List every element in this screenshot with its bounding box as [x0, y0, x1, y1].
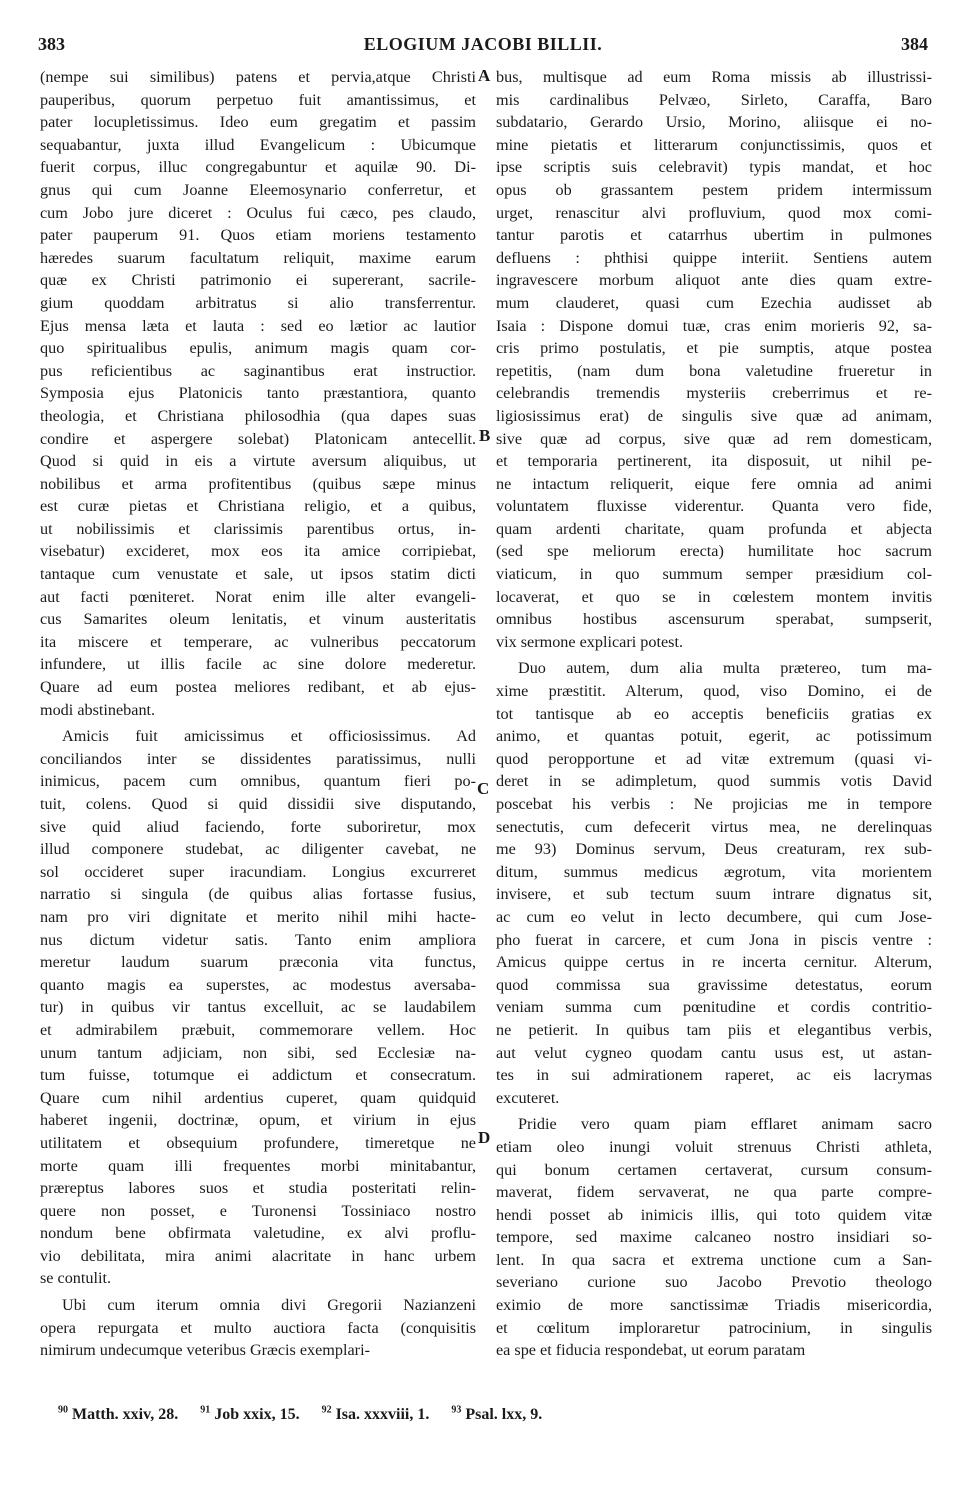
text-line: quam ardenti charitate, quam profunda et abjecta — [496, 519, 932, 538]
margin-marker-c: C — [477, 779, 490, 798]
text-line: haberet ingenii, doctrinæ, opum, et virium in ejus — [40, 1111, 476, 1130]
text-line: ac cum eo velut in lecto decumbere, qui cum Jose- — [496, 907, 932, 926]
text-line: severiano curione suo Jacobo Prevotio theologo — [496, 1273, 932, 1292]
text-line: opera repurgata et multo auctiora facta (conquisitis — [40, 1318, 476, 1337]
footnote-number: 92 — [321, 1404, 332, 1416]
text-line: quod peropportune et ad vitæ extremum (quasi vi- — [496, 749, 932, 768]
text-line: Amicus quippe certus in re incerta cernitur. Alterum, — [496, 953, 932, 972]
text-line: inimicus, pacem cum omnibus, quantum fieri po- — [40, 772, 476, 791]
text-line: mis cardinalibus Pelvæo, Sirleto, Caraffa, Baro — [496, 90, 932, 109]
text-line: pauperibus, quorum perpetuo fuit amantissimus, et — [40, 90, 476, 109]
text-line: vix sermone explicari potest. — [496, 632, 684, 651]
running-header — [38, 34, 928, 56]
text-line: aut facti pœniteret. Norat enim ille alter evangeli- — [40, 587, 476, 606]
text-line: Quod si quid in eis a virtute aversum aliquibus, ut — [40, 452, 476, 471]
footnote-text: Job xxix, 15. — [210, 1406, 300, 1423]
text-line: nondum bene obfirmata valetudine, ex alvi proflu- — [40, 1224, 476, 1243]
text-line: invisere, et sub tectum suum intrare dignatus sit, — [496, 885, 932, 904]
footnote — [322, 1406, 430, 1423]
text-line: et admirabilem præbuit, commemorare vellem. Hoc — [40, 1020, 476, 1039]
text-line: gium quoddam arbitratus si alio transferrentur. — [40, 293, 476, 312]
text-line: defluens : phthisi quippe interiit. Sentiens autem — [496, 248, 932, 267]
text-line: ingravescere morbum aliquot ante dies quam extre- — [496, 271, 932, 290]
text-line: ut nobilissimis et clarissimis parentibus ortus, in- — [40, 519, 476, 538]
footnote-text: Psal. lxx, 9. — [461, 1406, 543, 1423]
running-title: ELOGIUM JACOBI BILLII. — [363, 34, 603, 54]
page-number-left: 383 — [38, 34, 65, 54]
text-line: unum tantum adjiciam, non sibi, sed Ecclesiæ na- — [40, 1043, 476, 1062]
text-line: omnibus hostibus ascensurum sperabat, sumpserit, — [496, 610, 932, 629]
text-line: infundere, ut illis facile ac sine dolore mederetur. — [40, 655, 476, 674]
margin-marker-b: B — [479, 426, 491, 445]
text-line: lent. In qua sacra et extrema unctione cum a San- — [496, 1250, 932, 1269]
text-line: (sed spe meliorum erecta) humilitate hoc sacrum — [496, 542, 932, 561]
text-line: cus Samarites oleum lenitatis, et vinum austeritatis — [40, 610, 476, 629]
footnote — [58, 1406, 178, 1423]
text-line: Duo autem, dum alia multa prætereo, tum ma- — [518, 659, 932, 678]
text-line: pho fuerat in carcere, et cum Jona in piscis ventre : — [496, 930, 932, 949]
text-line: ne petierit. In quibus tam piis et elegantibus verbis, — [496, 1020, 932, 1039]
margin-marker-d: D — [478, 1128, 491, 1147]
text-line: Isaia : Dispone domui tuæ, cras enim morieris 92, sa- — [496, 316, 932, 335]
text-line: nus dictum videtur satis. Tanto enim ampliora — [40, 930, 476, 949]
footnote-number: 91 — [200, 1404, 211, 1416]
text-line: Amicis fuit amicissimus et officiosissimus. Ad — [62, 727, 476, 746]
text-line: fuerit corpus, illuc congregabuntur et aquilæ 90. Di- — [40, 158, 476, 177]
text-line: quæ ex Christi patrimonio ei supererant, sacrile- — [40, 271, 476, 290]
text-line: pater pauperum 91. Quos etiam moriens testamento — [40, 226, 476, 245]
footnote — [451, 1406, 542, 1423]
text-line: etiam oleo inungi voluit strenuus Christi athleta, — [496, 1137, 932, 1156]
text-line: (nempe sui similibus) patens et pervia,atque Christi — [40, 68, 476, 86]
text-line: bus, multisque ad eum Roma missis ab illustrissi- — [496, 68, 932, 86]
text-line: viaticum, in quo summum semper præsidium col- — [496, 565, 932, 584]
text-line: nobilibus et arma profitentibus (quibus sæpe minus — [40, 474, 476, 493]
text-line: animo, et quantas potuit, egerit, ac potissimum — [496, 727, 932, 746]
text-line: qui bonum certamen certaverat, cursum consum- — [496, 1160, 932, 1179]
footnotes — [58, 1406, 918, 1424]
text-line: sive quid aliud faciendo, forte suboriretur, mox — [40, 817, 476, 836]
page-number-right: 384 — [901, 34, 928, 54]
text-line: gnus qui cum Joanne Eleemosynario conferretur, et — [40, 180, 476, 199]
text-line: ipse scriptis suis celebravit) typis mandat, et hoc — [496, 158, 932, 177]
text-line: sive quæ ad corpus, sive quæ ad rem domesticam, — [496, 429, 932, 448]
text-line: theologia, et Christiana philosodhia (qua dapes suas — [40, 406, 476, 425]
text-line: Symposia ejus Platonicis tanto præstantiora, quanto — [40, 384, 476, 403]
text-line: tuit, colens. Quod si quid dissidii sive disputando, — [40, 795, 476, 813]
text-line: Quare ad eum postea meliores redibant, et ab ejus- — [40, 678, 476, 697]
text-line: illud componere studebat, ac diligenter cavebat, ne — [40, 840, 476, 859]
text-line: hendi posset ab inimicis illis, qui toto quidem vitæ — [496, 1205, 932, 1224]
text-line: nimirum undecumque veteribus Græcis exemplari- — [40, 1341, 370, 1360]
footnote-text: Matth. xxiv, 28. — [68, 1406, 179, 1423]
right-column — [496, 66, 932, 1362]
text-line: utilitatem et obsequium profundere, timeretque ne — [40, 1133, 476, 1152]
text-line: tot tantisque ab eo acceptis beneficiis gratias ex — [496, 704, 932, 723]
text-line: quanto magis ea superstes, ac modestus aversaba- — [40, 975, 476, 994]
text-line: est curæ pietas et Christiana religio, et a quibus, — [40, 497, 476, 516]
text-line: excuteret. — [496, 1088, 560, 1107]
margin-marker-a: A — [478, 66, 491, 85]
text-line: veniam summa cum pœnitudine et cordis contritio- — [496, 998, 932, 1017]
text-line: mine pietatis et litterarum conjunctissimis, quos et — [496, 135, 932, 154]
text-line: ditum, summus medicus ægrotum, vita morientem — [496, 862, 932, 881]
text-line: modi abstinebant. — [40, 700, 156, 719]
footnote-text: Isa. xxxviii, 1. — [331, 1406, 430, 1423]
text-line: præreptus labores suos et studia posteritati relin- — [40, 1179, 476, 1198]
text-line: eximio de more sanctissimæ Triadis misericordia, — [496, 1296, 932, 1315]
text-line: vio debilitata, mira animi alacritate in hanc urbem — [40, 1246, 476, 1265]
text-line: et temporaria pertinerent, ita disposuit, ut nihil pe- — [496, 452, 932, 471]
text-line: ita miscere et temperare, ac vulneribus peccatorum — [40, 632, 476, 651]
text-line: deret in se adimpletum, quod summis votis David — [496, 772, 932, 791]
footnote-number: 93 — [451, 1404, 462, 1416]
text-line: sequabantur, juxta illud Evangelicum : Ubicumque — [40, 135, 476, 154]
text-line: xime præstitit. Alterum, quod, viso Domino, ei de — [496, 682, 932, 701]
text-line: tempore, sed maxime calcaneo nostro insidiari so- — [496, 1228, 932, 1247]
text-line: celebrandis tremendis mysteriis creberrimus et re- — [496, 384, 932, 403]
text-line: quo spiritualibus epulis, animum magis quam cor- — [40, 339, 476, 358]
text-line: opus ob grassantem pestem pridem intermissum — [496, 180, 932, 199]
text-line: conciliandos inter se dissidentes paratissimus, nulli — [40, 749, 476, 768]
text-line: Ejus mensa læta et lauta : sed eo lætior ac lautior — [40, 316, 476, 335]
text-line: aut velut cygneo quodam cantu usus est, ut astan- — [496, 1043, 932, 1062]
text-line: voluntatem fluxisse viderentur. Quanta vero fide, — [496, 497, 932, 516]
text-line: visebatur) excideret, mox eos ita amice corripiebat, — [40, 542, 476, 561]
text-line: narratio si singula (de quibus alias fortasse fusius, — [40, 885, 476, 904]
text-line: se contulit. — [40, 1269, 112, 1288]
text-line: Pridie vero quam piam efflaret animam sacro — [518, 1115, 932, 1134]
text-line: senectutis, cum defecerit virtus mea, ne derelinquas — [496, 817, 932, 836]
text-line: maverat, fidem servaverat, ne qua parte compre- — [496, 1183, 932, 1202]
text-line: tantur parotis et catarrhus ubertim in pulmones — [496, 226, 932, 245]
text-line: subdatario, Gerardo Ursio, Morino, aliisque ei no- — [496, 113, 932, 132]
text-line: Quare cum nihil ardentius cuperet, quam quidquid — [40, 1088, 476, 1107]
text-line: tes in sui admirationem raperet, ac eis lacrymas — [496, 1066, 932, 1085]
text-line: meretur laudum suarum præconia vita functus, — [40, 953, 476, 972]
text-line: tum fuisse, totumque ei addictum et consecratum. — [40, 1066, 476, 1085]
left-column — [40, 66, 476, 1362]
text-line: quere non posset, e Turonensi Tossiniaco nostro — [40, 1201, 476, 1220]
text-line: repetitis, (nam dum bona valetudine frueretur in — [496, 361, 932, 380]
footnote — [200, 1406, 299, 1423]
text-line: ligiosissimus erat) de singulis sive quæ ad animam, — [496, 406, 932, 425]
text-line: urget, renascitur alvi profluvium, quod mox comi- — [496, 203, 932, 222]
text-line: condire et aspergere solebat) Platonicam antecellit. — [40, 429, 476, 448]
text-line: cris primo postulatis, et pie sumptis, atque postea — [496, 339, 932, 358]
text-line: quod commissa sua gravissime detestatus, eorum — [496, 975, 932, 994]
footnote-number: 90 — [58, 1404, 68, 1416]
text-line: nam pro viri dignitate et merito nihil mihi hacte- — [40, 907, 476, 926]
text-line: tur) in quibus vir tantus excelluit, ac se laudabilem — [40, 998, 476, 1017]
text-line: ne intactum reliquerit, eique fere omnia ad animi — [496, 474, 932, 493]
text-line: Ubi cum iterum omnia divi Gregorii Nazianzeni — [62, 1296, 476, 1315]
text-line: poscebat his verbis : Ne projicias me in tempore — [496, 795, 932, 813]
text-line: pus reficientibus ac saginantibus erat instructior. — [40, 361, 476, 380]
text-line: morte quam illi frequentes morbi minitabantur, — [40, 1156, 476, 1175]
text-line: mum clauderet, quasi cum Ezechia audisset ab — [496, 293, 932, 312]
text-line: hæredes suarum facultatum reliquit, maxime earum — [40, 248, 476, 267]
text-line: sol occideret super iracundiam. Longius excurreret — [40, 862, 476, 881]
text-line: et cœlitum imploraretur patrocinium, in singulis — [496, 1318, 932, 1337]
text-line: locaverat, et quo se in cœlestem montem invitis — [496, 587, 932, 606]
text-line: ea spe et fiducia respondebat, ut eorum paratam — [496, 1341, 806, 1360]
text-line: tantaque cum venustate et sale, ut ipsos statim dicti — [40, 565, 476, 584]
text-line: pater locupletissimus. Ideo eum gregatim et passim — [40, 113, 476, 132]
text-line: cum Jobo jure diceret : Oculus fui cæco, pes claudo, — [40, 203, 476, 222]
text-line: me 93) Dominus servum, Deus creaturam, rex sub- — [496, 840, 932, 859]
